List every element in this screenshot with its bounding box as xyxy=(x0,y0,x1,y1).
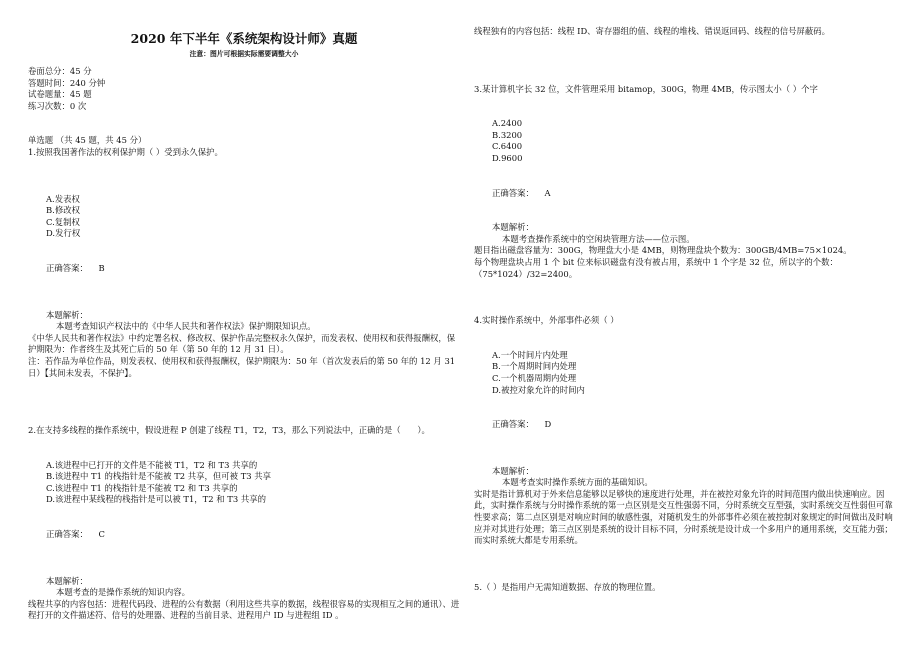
q4-option-a[interactable]: A.一个时间片内处理 xyxy=(492,349,568,360)
q2-answer-row xyxy=(28,529,460,541)
meta-total-score: 卷面总分：45 分 xyxy=(28,66,92,76)
q3-option-c[interactable]: C.6400 xyxy=(492,141,523,152)
q3-explain-line-3: 每个物理盘块占用 1 个 bit 位来标识磁盘有没有被占用，系统中 1 个字是 32 位，所以字的个数：（75*1024）/32=2400。 xyxy=(474,256,838,279)
q1-option-d[interactable]: D.发行权 xyxy=(46,228,81,239)
q4-answer-label: 正确答案： xyxy=(492,419,534,430)
q4-option-c[interactable]: C.一个机器周期内处理 xyxy=(492,372,577,383)
q4-explain-label: 本题解析： xyxy=(492,465,534,476)
q4-stem: 4.实时操作系统中，外部事件必须（ ） xyxy=(474,315,619,326)
q3-answer-row xyxy=(474,188,894,200)
meta-practice-count: 练习次数：0 次 xyxy=(28,100,87,111)
q3-explain-line-1: 本题考查操作系统中的空闲块管理方法——位示图。 xyxy=(502,233,695,244)
q3-option-d[interactable]: D.9600 xyxy=(492,152,523,163)
q2-option-d[interactable]: D.该进程中某线程的栈指针是可以被 T1，T2 和 T3 共享的 xyxy=(46,494,266,505)
q2-answer-value: C xyxy=(98,529,105,540)
section-heading: 单选题 （共 45 题，共 45 分） xyxy=(28,135,147,146)
q2-option-a[interactable]: A.该进程中已打开的文件是不能被 T1，T2 和 T3 共享的 xyxy=(46,459,258,470)
q1-explain-label: 本题解析： xyxy=(46,309,88,320)
q4-answer-row xyxy=(474,419,894,431)
q1-stem: 1.按照我国著作法的权利保护期（ ）受到永久保护。 xyxy=(28,146,223,157)
q2-explain-line-1: 本题考查的是操作系统的知识内容。 xyxy=(56,587,190,598)
q2-explain-label: 本题解析： xyxy=(46,575,88,586)
q4-option-b[interactable]: B.一个周期时间内处理 xyxy=(492,361,577,372)
q4-answer-value: D xyxy=(544,419,552,430)
q1-option-c[interactable]: C.复制权 xyxy=(46,216,80,227)
right-column xyxy=(474,0,894,593)
q4-explain-line-2: 实时是指计算机对于外来信息能够以足够快的速度进行处理，并在被控对象允许的时间范围内做出快速响应。因此，实时操作系统与分时操作系统的第一点区别是交互性强弱不同，分时系统交互型强，实时系统交互性弱但可靠性要求高；第二点区别是对响应时间的敏感性强，对随机发生的外部事件必须在被控制对象规定的时间做出及时响应并对其进行处理；第三点区别是系统的设计目标不同，分时系统是设计成一个多用户的通用系统，交互能力强；而实时系统大都是专用系统。 xyxy=(474,488,893,546)
q1-explain-line-3: 注：若作品为单位作品，则发表权、使用权和获得报酬权，保护期限为：50 年（首次发表后的第 50 年的 12 月 31 日）【其间未发表，不保护】。 xyxy=(28,355,456,378)
q2-stem: 2.在支持多线程的操作系统中，假设进程 P 创建了线程 T1，T2，T3，那么下列说法中，正确的是（ ）。 xyxy=(28,425,430,436)
q3-explain-line-2: 题目指出磁盘容量为：300G，物理盘大小是 4MB，则物理盘块个数为：300GB/4MB=75×1024。 xyxy=(474,245,852,256)
q2-answer-label: 正确答案： xyxy=(46,529,88,540)
q1-explain-line-1: 本题考查知识产权法中的《中华人民共和著作权法》保护期限知识点。 xyxy=(56,321,316,332)
q3-answer-value: A xyxy=(544,187,551,198)
q3-option-a[interactable]: A.2400 xyxy=(492,118,523,129)
q1-explain-line-2: 《中华人民共和著作权法》中约定署名权、修改权、保护作品完整权永久保护，而发表权、使用权和获得报酬权，保护期限为：作者终生及其死亡后的 50 年（第 50 年的 12 月 31 日）。 xyxy=(28,332,456,355)
q3-stem: 3.某计算机字长 32 位，文件管理采用 bitamop，300G，物理 4MB，传示图太小（ ）个字 xyxy=(474,83,818,94)
q3-explain-label: 本题解析： xyxy=(492,222,534,233)
meta-question-count: 试卷题量：45 题 xyxy=(28,89,92,100)
resize-note: 注意：图片可根据实际需要调整大小 xyxy=(189,50,299,58)
q4-option-d[interactable]: D.被控对象允许的时间内 xyxy=(492,384,585,395)
q2-explain-line-2: 线程共享的内容包括：进程代码段、进程的公有数据（利用这些共享的数据，线程很容易的实现相互之间的通讯）、进程打开的文件描述符、信号的处理器、进程的当前目录、进程用户 ID 与进程组 ID 。 xyxy=(28,598,460,621)
q1-answer-row xyxy=(28,263,460,275)
q5-stem: 5.（ ）是指用户无需知道数据、存放的物理位置。 xyxy=(474,581,661,592)
q1-answer-value: B xyxy=(98,262,105,273)
left-column xyxy=(28,0,460,622)
q3-option-b[interactable]: B.3200 xyxy=(492,129,523,140)
meta-time-limit: 答题时间：240 分钟 xyxy=(28,77,106,88)
q3-answer-label: 正确答案： xyxy=(492,187,534,198)
q1-option-b[interactable]: B.修改权 xyxy=(46,205,80,216)
page-title: 2020 年下半年《系统架构设计师》真题 xyxy=(130,31,358,46)
q1-option-a[interactable]: A.发表权 xyxy=(46,193,80,204)
q2-option-c[interactable]: C.该进程中 T1 的栈指针是不能被 T2 和 T3 共享的 xyxy=(46,482,238,493)
q2-explain-line-3: 线程独有的内容包括：线程 ID、寄存器组的值、线程的堆栈、错误返回码、线程的信号屏蔽码。 xyxy=(474,26,831,36)
q4-explain-line-1: 本题考查实时操作系统方面的基础知识。 xyxy=(502,477,653,488)
q1-answer-label: 正确答案： xyxy=(46,262,88,273)
q2-option-b[interactable]: B.该进程中 T1 的栈指针是不能被 T2 共享，但可被 T3 共享 xyxy=(46,471,272,482)
